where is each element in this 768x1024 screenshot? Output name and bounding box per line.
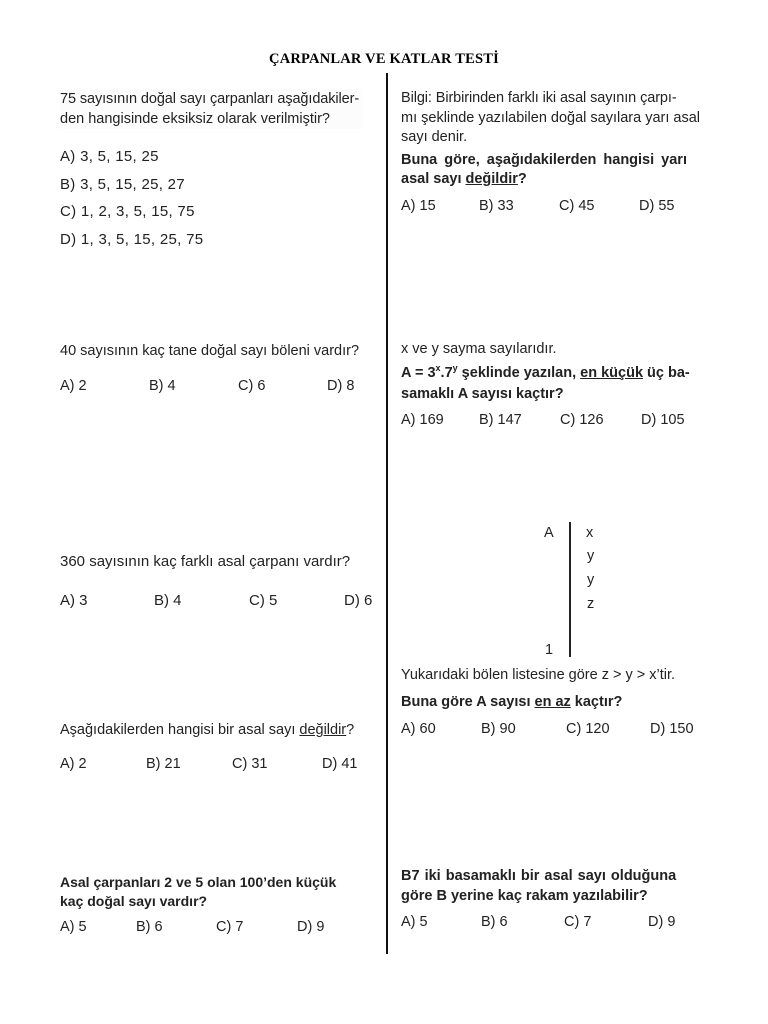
option-c[interactable]: C) 120 [566, 721, 610, 737]
question-text-line [401, 363, 690, 384]
column-divider [386, 73, 388, 954]
diagram-vertical-line [569, 522, 571, 657]
question-text-part: kaçtır? [570, 694, 623, 710]
question-text: 40 sayısının kaç tane doğal sayı böleni vardır? [60, 343, 360, 359]
question-text-part: Buna göre A sayısı [401, 694, 535, 710]
diagram-dividend: A [544, 525, 554, 541]
question-right-4 [401, 866, 676, 906]
question-intro: x ve y sayma sayılarıdır. [401, 341, 557, 357]
option-c[interactable]: C) 31 [232, 756, 268, 772]
option-b[interactable]: B) 4 [149, 378, 176, 394]
option-d[interactable]: D) 9 [648, 914, 676, 930]
question-text-part: ? [346, 722, 355, 738]
diagram-divisor: y [587, 548, 595, 564]
question-text-line: den hangisinde eksiksiz olarak verilmiştir? [60, 111, 330, 127]
diagram-divisor: y [587, 572, 595, 588]
question-text-line: kaç doğal sayı vardır? [60, 893, 208, 909]
info-text-line: mı şeklinde yazılabilen doğal sayılara yarı asal [401, 109, 701, 126]
option-a[interactable]: A) 3 [60, 592, 88, 609]
underlined-word: değildir [465, 171, 518, 187]
option-c[interactable]: C) 1, 2, 3, 5, 15, 75 [60, 203, 195, 220]
option-a[interactable]: A) 2 [60, 756, 87, 772]
diagram-divisor: x [586, 525, 594, 541]
question-text: 360 sayısının kaç farklı asal çarpanı vardır? [60, 553, 351, 570]
question-text-part: ? [517, 171, 527, 187]
option-b[interactable]: B) 147 [479, 412, 522, 428]
option-a[interactable]: A) 3, 5, 15, 25 [60, 148, 159, 165]
option-d[interactable]: D) 150 [650, 721, 694, 737]
option-c[interactable]: C) 6 [238, 378, 266, 394]
question-condition: Yukarıdaki bölen listesine göre z > y > x’tir. [401, 667, 676, 683]
option-b[interactable]: B) 21 [146, 756, 181, 772]
question-text-line: B7 iki basamaklı bir asal sayı olduğuna [401, 868, 677, 884]
exponent-x: x [435, 363, 441, 374]
option-a[interactable]: A) 60 [401, 721, 436, 737]
exponent-y: y [452, 363, 458, 374]
question-right-3 [401, 665, 675, 712]
question-text-line: Buna göre, aşağıdakilerden hangisi yarı [401, 151, 687, 168]
option-c[interactable]: C) 5 [249, 592, 278, 609]
option-c[interactable]: C) 7 [216, 919, 244, 935]
option-d[interactable]: D) 8 [327, 378, 355, 394]
info-text-line: Bilgi: Birbirinden farklı iki asal sayının çarpı- [401, 90, 677, 106]
option-b[interactable]: B) 6 [481, 914, 508, 930]
option-a[interactable]: A) 15 [401, 198, 436, 214]
option-d[interactable]: D) 41 [322, 756, 358, 772]
option-d[interactable]: D) 6 [344, 592, 373, 609]
option-b[interactable]: B) 4 [154, 592, 182, 609]
question-text-line: göre B yerine kaç rakam yazılabilir? [401, 888, 648, 904]
option-d[interactable]: D) 9 [297, 919, 325, 935]
question-left-3 [60, 552, 350, 572]
options-left-1 [60, 143, 203, 253]
option-c[interactable]: C) 126 [560, 412, 604, 428]
option-d[interactable]: D) 105 [641, 412, 685, 428]
question-left-5 [60, 873, 336, 911]
question-text-part: asal sayı [401, 171, 466, 187]
info-text-line: sayı denir. [401, 129, 468, 145]
option-b[interactable]: B) 90 [481, 721, 516, 737]
question-right-1 [401, 89, 700, 190]
option-a[interactable]: A) 169 [401, 412, 444, 428]
option-d[interactable]: D) 1, 3, 5, 15, 25, 75 [60, 230, 204, 248]
question-text-line [401, 170, 700, 190]
question-left-2 [60, 341, 359, 361]
option-a[interactable]: A) 5 [401, 914, 428, 930]
diagram-result: 1 [545, 642, 554, 658]
diagram-divisor: z [587, 596, 595, 612]
option-a[interactable]: A) 5 [60, 919, 87, 935]
question-text-part: A = 3 [401, 365, 436, 381]
question-text-line: 75 sayısının doğal sayı çarpanları aşağıdakiler- [60, 91, 360, 107]
question-text-line: samaklı A sayısı kaçtır? [401, 386, 564, 402]
question-text-part: şeklinde yazılan, [457, 365, 581, 381]
question-text [60, 720, 354, 740]
option-b[interactable]: B) 33 [479, 198, 514, 214]
question-left-1 [60, 89, 362, 129]
option-c[interactable]: C) 45 [559, 198, 595, 214]
underlined-word: değildir [299, 722, 347, 738]
question-right-2 [401, 339, 690, 405]
question-text-line [401, 692, 675, 712]
page-title: ÇARPANLAR VE KATLAR TESTİ [269, 51, 499, 67]
option-c[interactable]: C) 7 [564, 914, 592, 930]
question-text-part: üç ba- [643, 365, 690, 381]
option-b[interactable]: B) 3, 5, 15, 25, 27 [60, 175, 185, 193]
option-d[interactable]: D) 55 [639, 198, 675, 214]
option-a[interactable]: A) 2 [60, 378, 87, 394]
underlined-word: en az [534, 694, 571, 710]
question-text-part: Aşağıdakilerden hangisi bir asal sayı [60, 722, 300, 738]
option-b[interactable]: B) 6 [136, 919, 163, 935]
question-text-part: .7 [440, 365, 453, 381]
question-text-line: Asal çarpanları 2 ve 5 olan 100’den küçük [60, 874, 337, 890]
underlined-word: en küçük [580, 365, 644, 381]
question-left-4 [60, 720, 354, 740]
